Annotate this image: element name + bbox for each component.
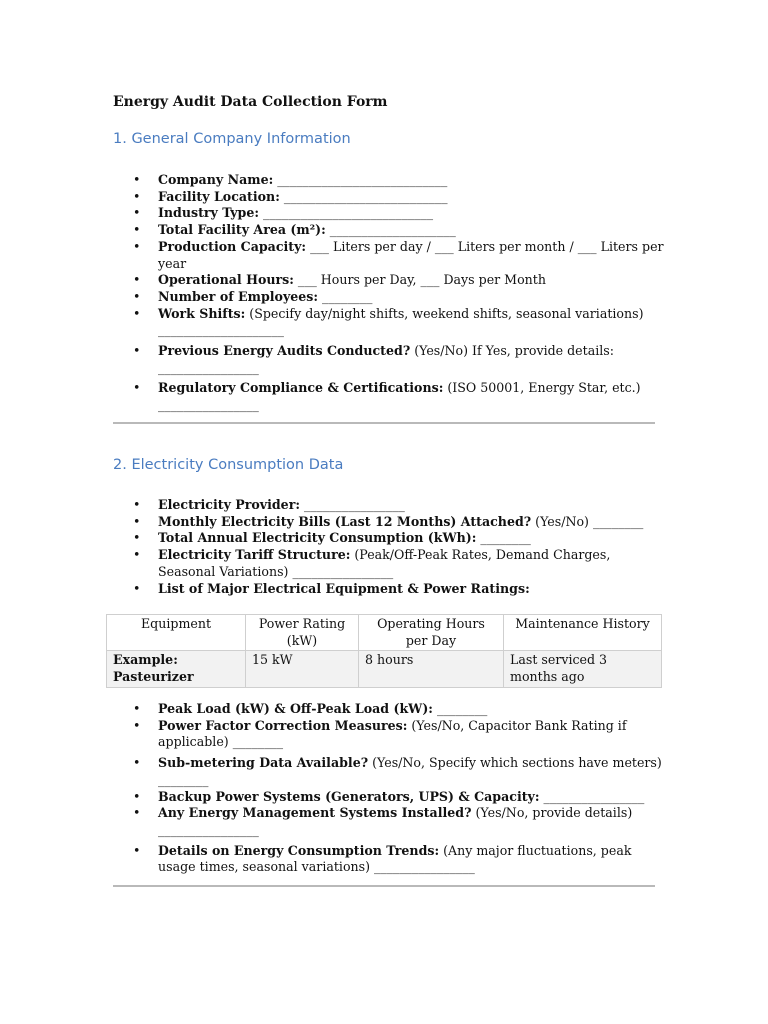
- section1-list: [0, 172, 768, 414]
- list-item: • Industry Type: ___________________________: [133, 205, 434, 221]
- section2-heading: 2. Electricity Consumption Data: [113, 457, 344, 473]
- section2-list-continued: [0, 701, 768, 876]
- table-header-cell: Operating Hours per Day: [359, 615, 504, 651]
- list-item: • Previous Energy Audits Conducted? (Yes/No) If Yes, provide details: ________________: [133, 343, 614, 375]
- list-item: • Facility Location: __________________________: [133, 188, 448, 204]
- list-item: • Regulatory Compliance & Certifications: (ISO 50001, Energy Star, etc.) ________________: [133, 380, 641, 413]
- list-item: • Number of Employees: ________: [133, 288, 373, 304]
- list-item: • Total Annual Electricity Consumption (kWh): ________: [133, 530, 531, 546]
- list-item: • Sub-metering Data Available? (Yes/No, Specify which sections have meters) ________: [133, 755, 662, 787]
- list-item: • Work Shifts: (Specify day/night shifts, weekend shifts, seasonal variations) ____________________: [133, 305, 644, 338]
- table-cell: Example: Pasteurizer: [107, 651, 246, 687]
- list-item: • Power Factor Correction Measures: (Yes/No, Capacitor Bank Rating if applicable) ________: [133, 717, 627, 750]
- section-divider: [113, 885, 655, 887]
- list-item: • Peak Load (kW) & Off-Peak Load (kW): ________: [133, 701, 488, 716]
- list-item: • Details on Energy Consumption Trends: (Any major fluctuations, peak usage times, seasonal variations) ________________: [133, 842, 632, 875]
- list-item: • Monthly Electricity Bills (Last 12 Months) Attached? (Yes/No) ________: [133, 513, 644, 529]
- table-cell: 15 kW: [246, 651, 359, 687]
- table-header-row: [107, 615, 662, 651]
- list-item: • Total Facility Area (m²): ____________________: [133, 222, 456, 238]
- section-divider: [113, 422, 655, 424]
- table-header-cell: Equipment: [107, 615, 246, 651]
- list-item: • Company Name: ___________________________: [133, 172, 448, 187]
- section2-list: [0, 497, 768, 597]
- list-item: • Operational Hours: ___ Hours per Day, ___ Days per Month: [133, 272, 546, 288]
- section1-heading: 1. General Company Information: [113, 131, 351, 147]
- table-header-cell: Maintenance History: [504, 615, 662, 651]
- table-header-cell: Power Rating (kW): [246, 615, 359, 651]
- table-row: [107, 651, 662, 687]
- list-item: • Backup Power Systems (Generators, UPS) & Capacity: ________________: [133, 788, 645, 804]
- document-title: Energy Audit Data Collection Form: [113, 94, 388, 110]
- equipment-table: [106, 614, 662, 688]
- list-item: • Electricity Tariff Structure: (Peak/Off-Peak Rates, Demand Charges, Seasonal Variations) ________________: [133, 547, 611, 579]
- list-item: • Production Capacity: ___ Liters per day / ___ Liters per month / ___ Liters per year: [133, 238, 664, 271]
- list-item: • Electricity Provider: ________________: [133, 497, 405, 512]
- list-item: • List of Major Electrical Equipment & Power Ratings:: [133, 580, 530, 596]
- table-cell: 8 hours: [359, 651, 504, 687]
- table-cell: Last serviced 3 months ago: [504, 651, 662, 687]
- list-item: • Any Energy Management Systems Installed? (Yes/No, provide details) ________________: [133, 805, 633, 837]
